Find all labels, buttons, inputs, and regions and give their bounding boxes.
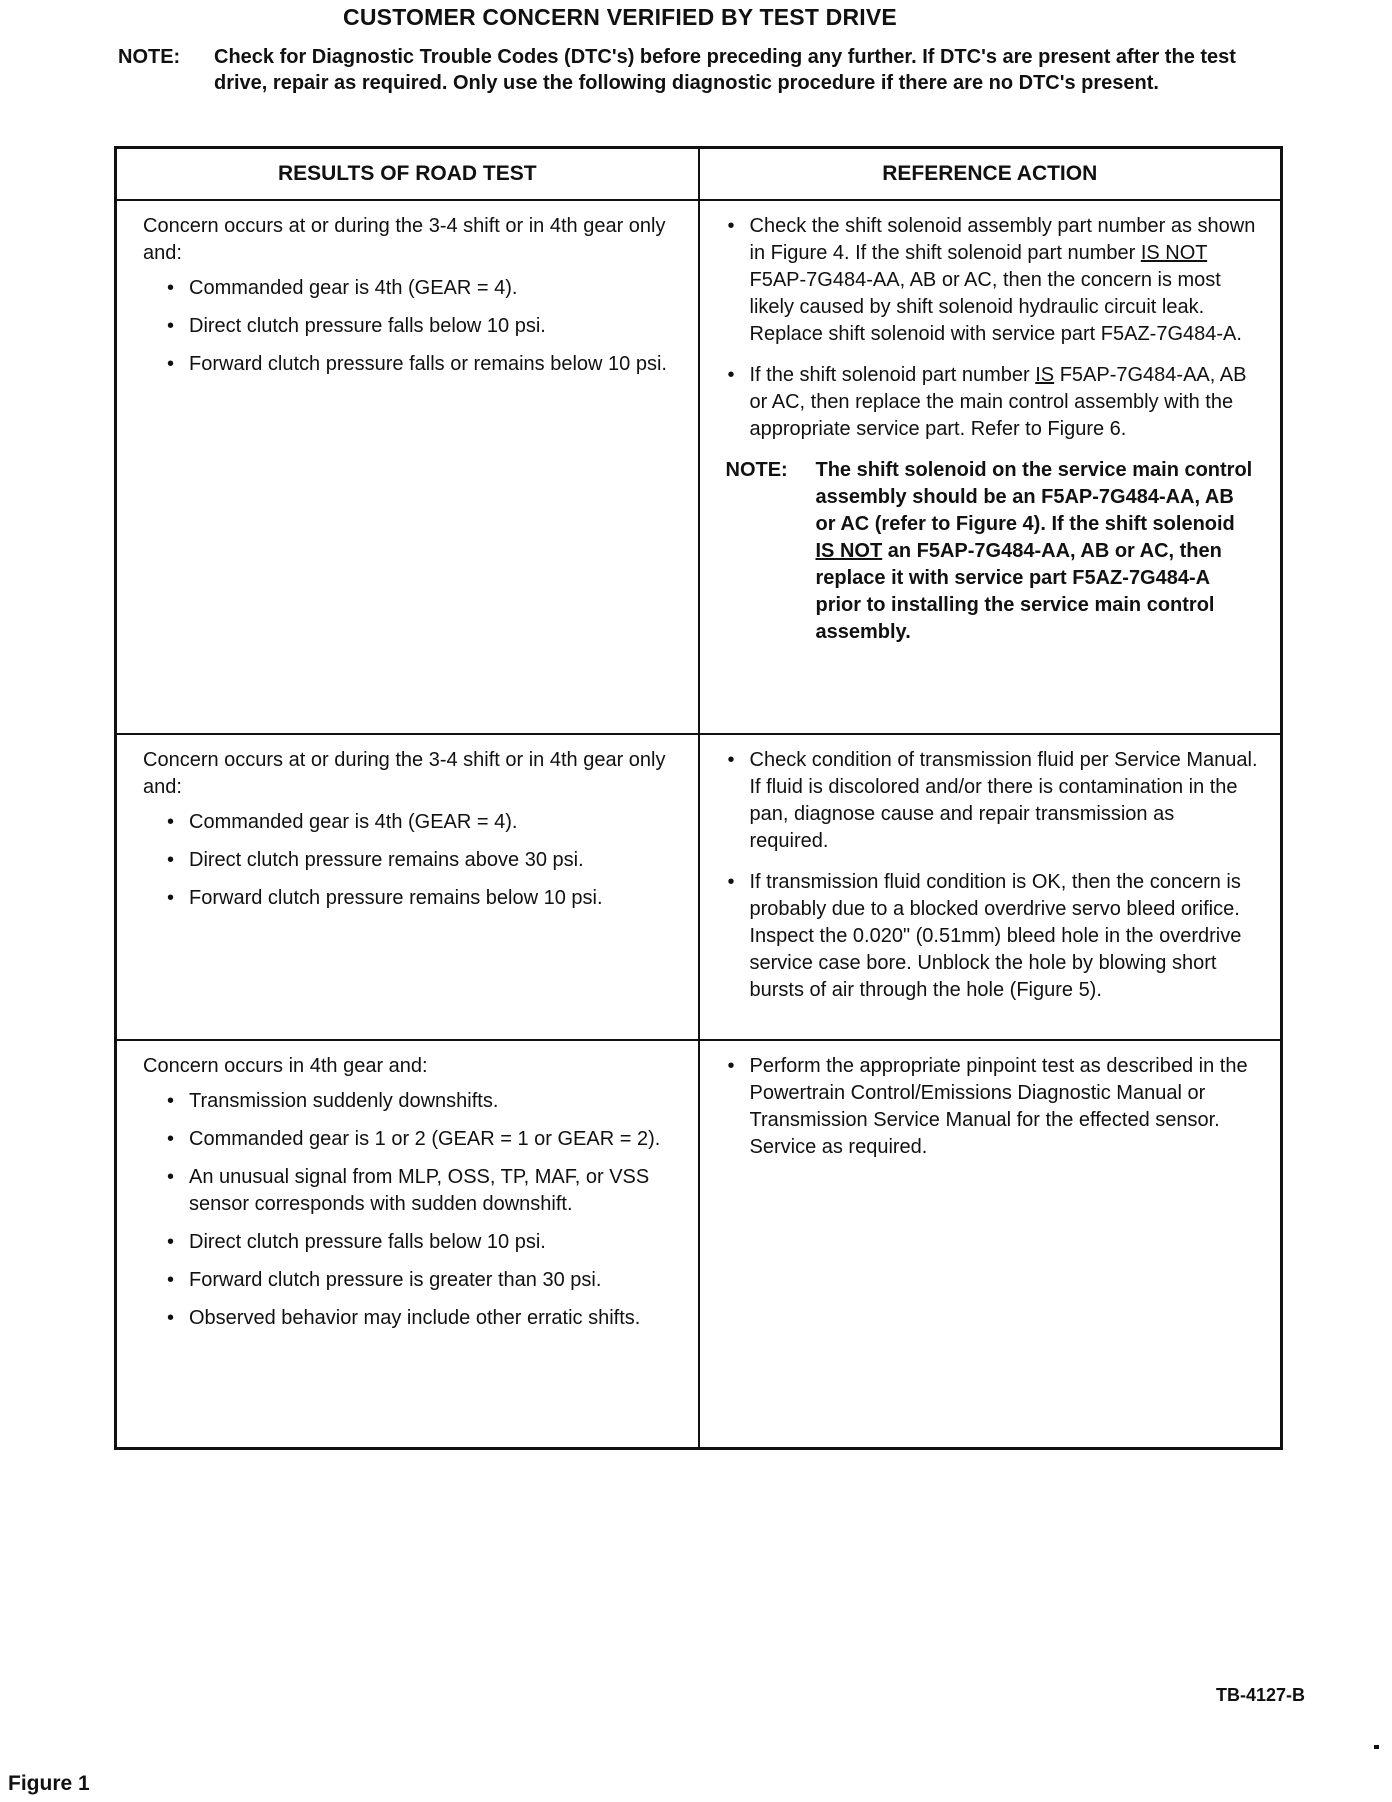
road-test-result-cell [116, 1040, 699, 1448]
diagnostic-table [114, 146, 1283, 1450]
action-text: F5AP-7G484-AA, AB or AC, then replace the main control assembly with the appropriate service part. Refer to Figure 6. [749, 364, 1247, 440]
list-item: • Perform the appropriate pinpoint test as described in the Powertrain Control/Emissions Diagnostic Manual or Transmission Service Manual for the effected sensor. Service as required. [726, 1053, 1259, 1161]
list-item: • An unusual signal from MLP, OSS, TP, MAF, or VSS sensor corresponds with sudden downshift. [165, 1164, 676, 1218]
cell-note-label: NOTE: [725, 459, 788, 481]
reference-action-cell [699, 200, 1282, 734]
result-intro: Concern occurs in 4th gear and: [143, 1055, 428, 1077]
diagnostic-note [118, 44, 1278, 96]
list-item: • Observed behavior may include other erratic shifts. [165, 1305, 676, 1332]
emphasis-underline: IS [1035, 364, 1055, 386]
result-intro: Concern occurs at or during the 3-4 shift or in 4th gear only and: [143, 215, 666, 264]
table-row [116, 200, 1282, 734]
note-text: Check for Diagnostic Trouble Codes (DTC's) before preceding any further. If DTC's are present after the test drive, repair as required. Only use the following diagnostic procedure if there are no DTC's present. [214, 46, 1236, 94]
table-row [116, 1040, 1282, 1448]
emphasis-underline: IS NOT [815, 540, 883, 562]
cell-note [726, 457, 1259, 646]
action-bullets [726, 1053, 1259, 1161]
result-bullets [143, 275, 676, 378]
figure-label: Figure 1 [8, 1772, 90, 1795]
list-item: • Transmission suddenly downshifts. [165, 1088, 676, 1115]
stray-mark [1374, 1745, 1379, 1749]
road-test-result-cell [116, 734, 699, 1040]
result-intro: Concern occurs at or during the 3-4 shift or in 4th gear only and: [143, 749, 666, 798]
list-item: • Direct clutch pressure falls below 10 psi. [165, 313, 676, 340]
cell-note-text: The shift solenoid on the service main control assembly should be an F5AP-7G484-AA, AB or AC (refer to Figure 4). If the shift solenoid [815, 459, 1253, 535]
list-item: • Forward clutch pressure falls or remains below 10 psi. [165, 351, 676, 378]
table-row [116, 734, 1282, 1040]
cell-note-text: an F5AP-7G484-AA, AB or AC, then replace it with service part F5AZ-7G484-A prior to installing the service main control assembly. [815, 540, 1222, 643]
list-item: • Forward clutch pressure remains below 10 psi. [165, 885, 676, 912]
list-item: • Commanded gear is 4th (GEAR = 4). [165, 809, 676, 836]
result-bullets [143, 809, 676, 912]
action-bullets [726, 747, 1259, 1004]
list-item: • Check condition of transmission fluid per Service Manual. If fluid is discolored and/or there is contamination in the pan, diagnose cause and repair transmission as required. [726, 747, 1259, 855]
list-item [726, 213, 1259, 348]
list-item: • Commanded gear is 1 or 2 (GEAR = 1 or GEAR = 2). [165, 1126, 676, 1153]
reference-action-cell [699, 1040, 1282, 1448]
result-bullets [143, 1088, 676, 1332]
action-text: F5AP-7G484-AA, AB or AC, then the concern is most likely caused by shift solenoid hydraulic circuit leak. Replace shift solenoid with service part F5AZ-7G484-A. [749, 269, 1242, 345]
action-text: Check the shift solenoid assembly part number as shown in Figure 4. If the shift solenoid part number [749, 215, 1256, 264]
list-item: • If transmission fluid condition is OK, then the concern is probably due to a blocked overdrive servo bleed orifice. Inspect the 0.020" (0.51mm) bleed hole in the overdrive service case bore. Unblock the hole by blowing short bursts of air through the hole (Figure 5). [726, 869, 1259, 1004]
reference-action-cell [699, 734, 1282, 1040]
column-header-results: RESULTS OF ROAD TEST [116, 148, 699, 201]
list-item: • Forward clutch pressure is greater than 30 psi. [165, 1267, 676, 1294]
road-test-result-cell [116, 200, 699, 734]
column-header-action: REFERENCE ACTION [699, 148, 1282, 201]
note-label: NOTE: [118, 46, 181, 68]
table-header-row [116, 148, 1282, 201]
list-item: • Direct clutch pressure remains above 30 psi. [165, 847, 676, 874]
action-bullets [726, 213, 1259, 443]
document-code: TB-4127-B [1216, 1685, 1306, 1705]
list-item: • Commanded gear is 4th (GEAR = 4). [165, 275, 676, 302]
list-item [726, 362, 1259, 443]
emphasis-underline: IS NOT [1140, 242, 1208, 264]
action-text: If the shift solenoid part number [749, 364, 1030, 386]
list-item: • Direct clutch pressure falls below 10 psi. [165, 1229, 676, 1256]
page-title: CUSTOMER CONCERN VERIFIED BY TEST DRIVE [343, 4, 897, 30]
